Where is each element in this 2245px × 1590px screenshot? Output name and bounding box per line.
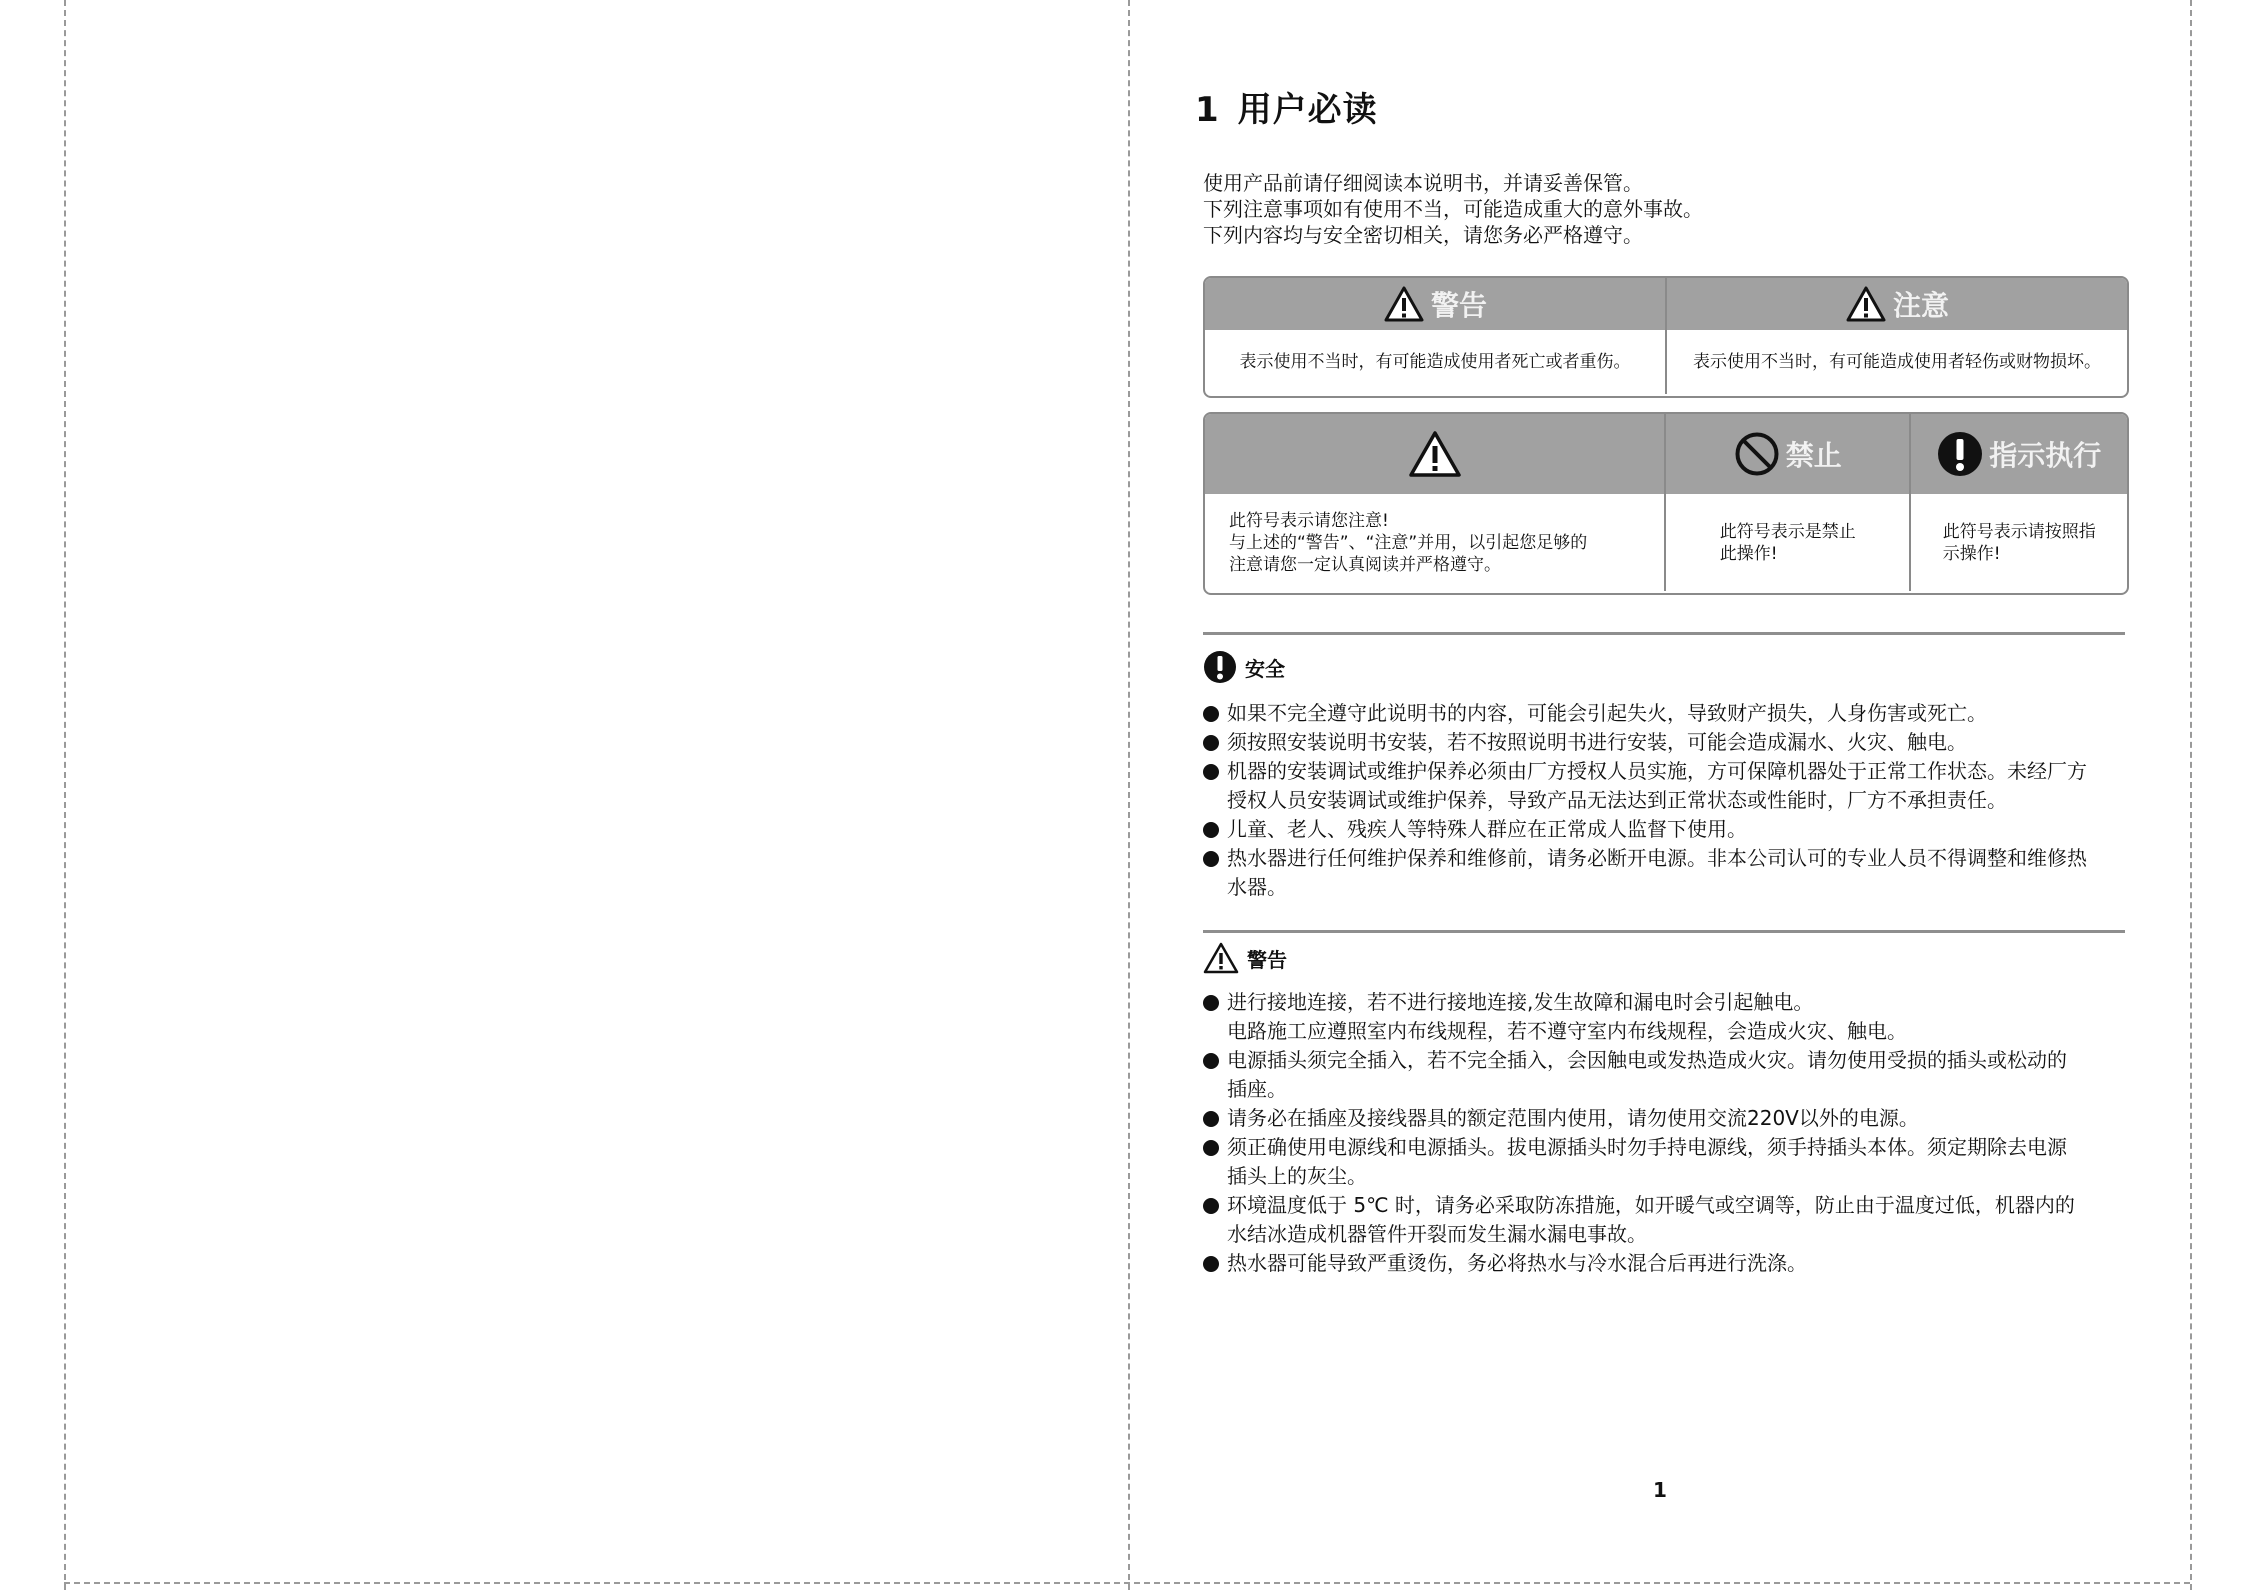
list-item-text: 插头上的灰尘。	[1227, 1164, 1367, 1188]
warning-label: 警告	[1430, 289, 1487, 322]
warning-triangle-icon	[1383, 285, 1425, 323]
caution-header	[1665, 278, 2127, 330]
list-item-text: 电路施工应遵照室内布线规程，若不遵守室内布线规程，会造成火灾、触电。	[1227, 1019, 1907, 1043]
caution-cell	[1665, 330, 2127, 394]
symbol-table-2	[1203, 412, 2129, 595]
caution-description: 表示使用不当时，有可能造成使用者轻伤或财物损坏。	[1693, 352, 2101, 372]
chapter-number: 1	[1195, 90, 1220, 130]
page-number: 1	[1653, 1478, 1667, 1502]
right-cut-line	[2190, 0, 2192, 1590]
warning-list	[1203, 988, 2128, 1278]
general-desc-line: 与上述的“警告”、“注意”并用，以引起您足够的	[1229, 532, 1588, 553]
symbol-table-1	[1203, 276, 2129, 398]
prohibit-desc-line: 此操作!	[1719, 543, 1778, 564]
prohibit-desc-line: 此符号表示是禁止	[1719, 521, 1856, 542]
safety-heading	[1203, 650, 1285, 684]
list-item-text: 电源插头须完全插入，若不完全插入，会因触电或发热造成火灾。请勿使用受损的插头或松动的	[1227, 1048, 2067, 1072]
list-item-text: 请务必在插座及接线器具的额定范围内使用，请勿使用交流220V以外的电源。	[1227, 1106, 1919, 1130]
list-item	[1203, 1191, 2128, 1249]
list-item-text: 插座。	[1227, 1077, 1287, 1101]
list-item	[1203, 1249, 2128, 1278]
list-item-text: 须按照安装说明书安装，若不按照说明书进行安装，可能会造成漏水、火灾、触电。	[1227, 730, 1967, 754]
list-item	[1203, 815, 2128, 844]
bullet-icon	[1203, 1111, 1219, 1127]
bullet-icon	[1203, 995, 1219, 1011]
chapter-title: 用户必读	[1237, 90, 1378, 130]
mandatory-desc-line: 此符号表示请按照指	[1942, 521, 2096, 542]
mandatory-cell	[1909, 494, 2127, 591]
mandatory-description	[1943, 521, 2096, 565]
warning-triangle-icon	[1203, 942, 1239, 974]
intro-paragraph	[1203, 170, 1703, 248]
bullet-icon	[1203, 1140, 1219, 1156]
intro-line: 下列内容均与安全密切相关，请您务必严格遵守。	[1203, 223, 1643, 247]
list-item-text: 须正确使用电源线和电源插头。拔电源插头时勿手持电源线，须手持插头本体。须定期除去电源	[1227, 1135, 2067, 1159]
list-item-text: 授权人员安装调试或维护保养，导致产品无法达到正常状态或性能时，厂方不承担责任。	[1227, 788, 2007, 812]
left-blank-page	[66, 0, 1126, 1580]
list-item	[1203, 1133, 2128, 1191]
mandatory-desc-line: 示操作!	[1942, 543, 2001, 564]
prohibit-header	[1664, 414, 1909, 494]
warning-description: 表示使用不当时，有可能造成使用者死亡或者重伤。	[1239, 352, 1631, 372]
section-divider	[1203, 632, 2125, 635]
list-item-text: 儿童、老人、残疾人等特殊人群应在正常成人监督下使用。	[1227, 817, 1747, 841]
section-divider	[1203, 930, 2125, 933]
caution-label: 注意	[1892, 289, 1949, 322]
safety-list	[1203, 699, 2128, 902]
list-item	[1203, 1046, 2128, 1104]
safety-exclamation-icon	[1203, 650, 1237, 684]
right-page	[1195, 0, 2125, 1587]
mandatory-header	[1909, 414, 2127, 494]
bullet-icon	[1203, 822, 1219, 838]
list-item	[1203, 757, 2128, 815]
list-item-text: 热水器可能导致严重烫伤，务必将热水与冷水混合后再进行洗涤。	[1227, 1251, 1807, 1275]
prohibit-description	[1720, 521, 1856, 565]
general-symbol-description	[1229, 510, 1587, 576]
page-title	[1195, 82, 1378, 131]
bullet-icon	[1203, 706, 1219, 722]
list-item-text: 进行接地连接，若不进行接地连接,发生故障和漏电时会引起触电。	[1227, 990, 1814, 1014]
prohibit-cell	[1664, 494, 1909, 591]
general-desc-line: 注意请您一定认真阅读并严格遵守。	[1229, 554, 1501, 575]
warning-heading	[1203, 942, 1287, 974]
warning-heading-label: 警告	[1247, 947, 1287, 972]
list-item-text: 水器。	[1227, 875, 1287, 899]
list-item	[1203, 1104, 2128, 1133]
list-item-text: 热水器进行任何维护保养和维修前，请务必断开电源。非本公司认可的专业人员不得调整和维修热	[1227, 846, 2087, 870]
bullet-icon	[1203, 1198, 1219, 1214]
bullet-icon	[1203, 764, 1219, 780]
bullet-icon	[1203, 735, 1219, 751]
bullet-icon	[1203, 1256, 1219, 1272]
mandatory-exclamation-icon	[1937, 431, 1983, 477]
bullet-icon	[1203, 1053, 1219, 1069]
list-item	[1203, 988, 2128, 1046]
general-symbol-header	[1205, 414, 1664, 494]
warning-cell	[1205, 330, 1665, 394]
caution-triangle-icon	[1845, 285, 1887, 323]
mandatory-label: 指示执行	[1989, 439, 2102, 472]
list-item-text: 如果不完全遵守此说明书的内容，可能会引起失火，导致财产损失，人身伤害或死亡。	[1227, 701, 1987, 725]
fold-line	[1128, 0, 1130, 1590]
safety-heading-label: 安全	[1245, 656, 1285, 681]
list-item	[1203, 728, 2128, 757]
list-item-text: 机器的安装调试或维护保养必须由厂方授权人员实施，方可保障机器处于正常工作状态。未经厂方	[1227, 759, 2087, 783]
intro-line: 下列注意事项如有使用不当，可能造成重大的意外事故。	[1203, 197, 1703, 221]
list-item-text: 环境温度低于 5℃ 时，请务必采取防冻措施，如开暖气或空调等，防止由于温度过低，机器内的	[1227, 1193, 2075, 1217]
warning-header	[1205, 278, 1665, 330]
list-item	[1203, 844, 2128, 902]
list-item	[1203, 699, 2128, 728]
general-warning-icon	[1407, 429, 1463, 479]
bullet-icon	[1203, 851, 1219, 867]
general-desc-line: 此符号表示请您注意!	[1229, 510, 1389, 531]
general-symbol-cell	[1205, 494, 1664, 591]
prohibit-label: 禁止	[1785, 439, 1842, 472]
list-item-text: 水结冰造成机器管件开裂而发生漏水漏电事故。	[1227, 1222, 1647, 1246]
prohibit-icon	[1734, 431, 1780, 477]
intro-line: 使用产品前请仔细阅读本说明书，并请妥善保管。	[1203, 171, 1643, 195]
